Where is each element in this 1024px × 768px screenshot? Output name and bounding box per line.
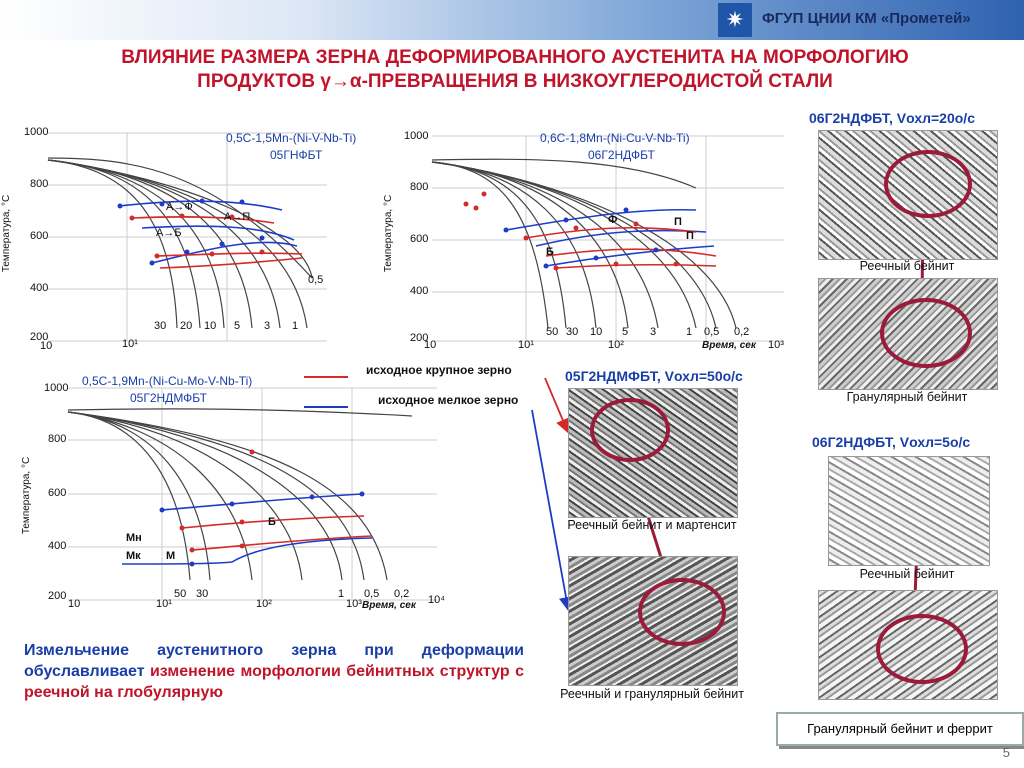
diagram1-grade: 05ГНФБТ: [270, 148, 323, 162]
y-tick: 400: [30, 282, 49, 294]
y-tick: 200: [48, 590, 67, 602]
y-tick: 1000: [404, 130, 429, 142]
rate-label: 50: [174, 588, 187, 600]
label-f: Ф: [608, 214, 618, 226]
micrograph-5: [828, 456, 990, 566]
y-tick: 200: [410, 332, 429, 344]
highlight-circle: [876, 614, 968, 684]
conclusion-part1: Измельчение аустенитного зерна при деформации обуславливает: [24, 642, 524, 680]
label-b: Б: [546, 246, 554, 258]
rate-label: 0,5: [364, 588, 380, 600]
x-tick: 10¹: [518, 339, 534, 351]
x-tick: 10¹: [156, 598, 172, 610]
rate-label: 10: [590, 326, 603, 338]
conclusion-text: [24, 640, 524, 703]
label-a-f: А→Ф: [166, 201, 193, 213]
y-tick: 600: [30, 230, 49, 242]
rate-label: 3: [650, 326, 657, 338]
y-axis-label: Температура, °С: [21, 456, 33, 535]
x-tick: 10¹: [122, 338, 138, 350]
rate-label: 0,5: [308, 274, 324, 286]
y-tick: 800: [48, 433, 67, 445]
rate-label: 1: [686, 326, 693, 338]
x-tick: 10³: [346, 598, 362, 610]
rate-label: 5: [622, 326, 629, 338]
micro-right-caption-1: Реечный бейнит: [859, 259, 955, 273]
highlight-circle: [590, 398, 670, 462]
y-tick: 200: [30, 331, 49, 343]
micro-center-caption-2: Реечный и гранулярный бейнит: [560, 687, 744, 701]
y-tick: 400: [410, 285, 429, 297]
legend-fine: исходное мелкое зерно: [378, 393, 519, 407]
x-tick: 10²: [608, 339, 624, 351]
y-tick: 600: [48, 487, 67, 499]
label-mk: Мк: [126, 550, 141, 562]
rate-label: 30: [566, 326, 579, 338]
star-burst-icon: ✷: [718, 3, 752, 37]
y-axis-label: Температура, °С: [383, 194, 395, 273]
diagram3-grade: 05Г2НДМФБТ: [130, 391, 207, 405]
rate-label: 1: [292, 320, 299, 332]
label-a-p: А→П: [224, 211, 251, 223]
y-tick: 1000: [24, 126, 49, 138]
micro-center-caption-1: Реечный бейнит и мартенсит: [567, 518, 737, 532]
y-tick: 600: [410, 233, 429, 245]
page-number: 5: [1002, 745, 1010, 760]
micro-right-caption-3: Реечный бейнит: [859, 567, 955, 581]
rate-label: 5: [234, 320, 241, 332]
legend-coarse: исходное крупное зерно: [366, 363, 512, 377]
x-tick: 10³: [768, 339, 784, 351]
diagram2-composition: 0,6C-1,8Mn-(Ni-Cu-V-Nb-Ti): [540, 131, 690, 145]
diagram1-composition: 0,5C-1,5Mn-(Ni-V-Nb-Ti): [226, 131, 357, 145]
rate-label: 30: [154, 320, 167, 332]
highlight-circle: [880, 298, 972, 368]
x-axis-label: Время, сек: [702, 340, 756, 351]
label-m: М: [166, 550, 176, 562]
label-p2: П: [686, 230, 694, 242]
micro-center-title: 05Г2НДМФБТ, Vохл=50о/с: [565, 368, 743, 384]
rate-label: 10: [204, 320, 217, 332]
rate-label: 0,2: [394, 588, 410, 600]
highlight-circle: [638, 578, 726, 646]
rate-label: 20: [180, 320, 193, 332]
x-tick: 10: [40, 340, 53, 352]
rate-label: 30: [196, 588, 209, 600]
highlight-circle: [884, 150, 972, 218]
x-tick: 10⁴: [428, 594, 445, 606]
micro-right-caption-2: Гранулярный бейнит: [846, 390, 968, 404]
x-tick: 10: [424, 339, 437, 351]
micro-right-caption-4: Гранулярный бейнит и феррит: [776, 712, 1024, 746]
micro-right-title-2: 06Г2НДФБТ, Vохл=5о/с: [812, 434, 971, 450]
label-p: П: [674, 216, 682, 228]
y-tick: 1000: [44, 382, 69, 394]
y-tick: 800: [410, 181, 429, 193]
diagram3-composition: 0,5C-1,9Mn-(Ni-Cu-Mo-V-Nb-Ti): [82, 374, 253, 388]
x-axis-label: Время, сек: [362, 600, 416, 611]
slide-title: ВЛИЯНИЕ РАЗМЕРА ЗЕРНА ДЕФОРМИРОВАННОГО АУСТЕНИТА НА МОРФОЛОГИЮ ПРОДУКТОВ γ→α-ПРЕВРАЩЕНИЯ В НИЗКОУГЛЕРОДИСТОЙ СТАЛИ: [121, 47, 909, 92]
x-tick: 10: [68, 598, 81, 610]
rate-label: 50: [546, 326, 559, 338]
rate-label: 3: [264, 320, 271, 332]
conclusion-part2: изменение морфологии бейнитных структур с реечной на глобулярную: [24, 663, 524, 701]
rate-label: 0,2: [734, 326, 750, 338]
label-a-b: А→Б: [156, 227, 182, 239]
y-tick: 400: [48, 540, 67, 552]
x-tick: 10²: [256, 598, 272, 610]
y-axis-label: Температура, °С: [1, 194, 13, 273]
rate-label: 0,5: [704, 326, 720, 338]
rate-label: 1: [338, 588, 345, 600]
diagram2-grade: 06Г2НДФБТ: [588, 148, 655, 162]
org-name: ФГУП ЦНИИ КМ «Прометей»: [762, 10, 971, 27]
y-tick: 800: [30, 178, 49, 190]
label-mn: Мн: [126, 532, 142, 544]
micro-right-title-1: 06Г2НДФБТ, Vохл=20о/с: [809, 110, 975, 126]
label-b: Б: [268, 516, 276, 528]
